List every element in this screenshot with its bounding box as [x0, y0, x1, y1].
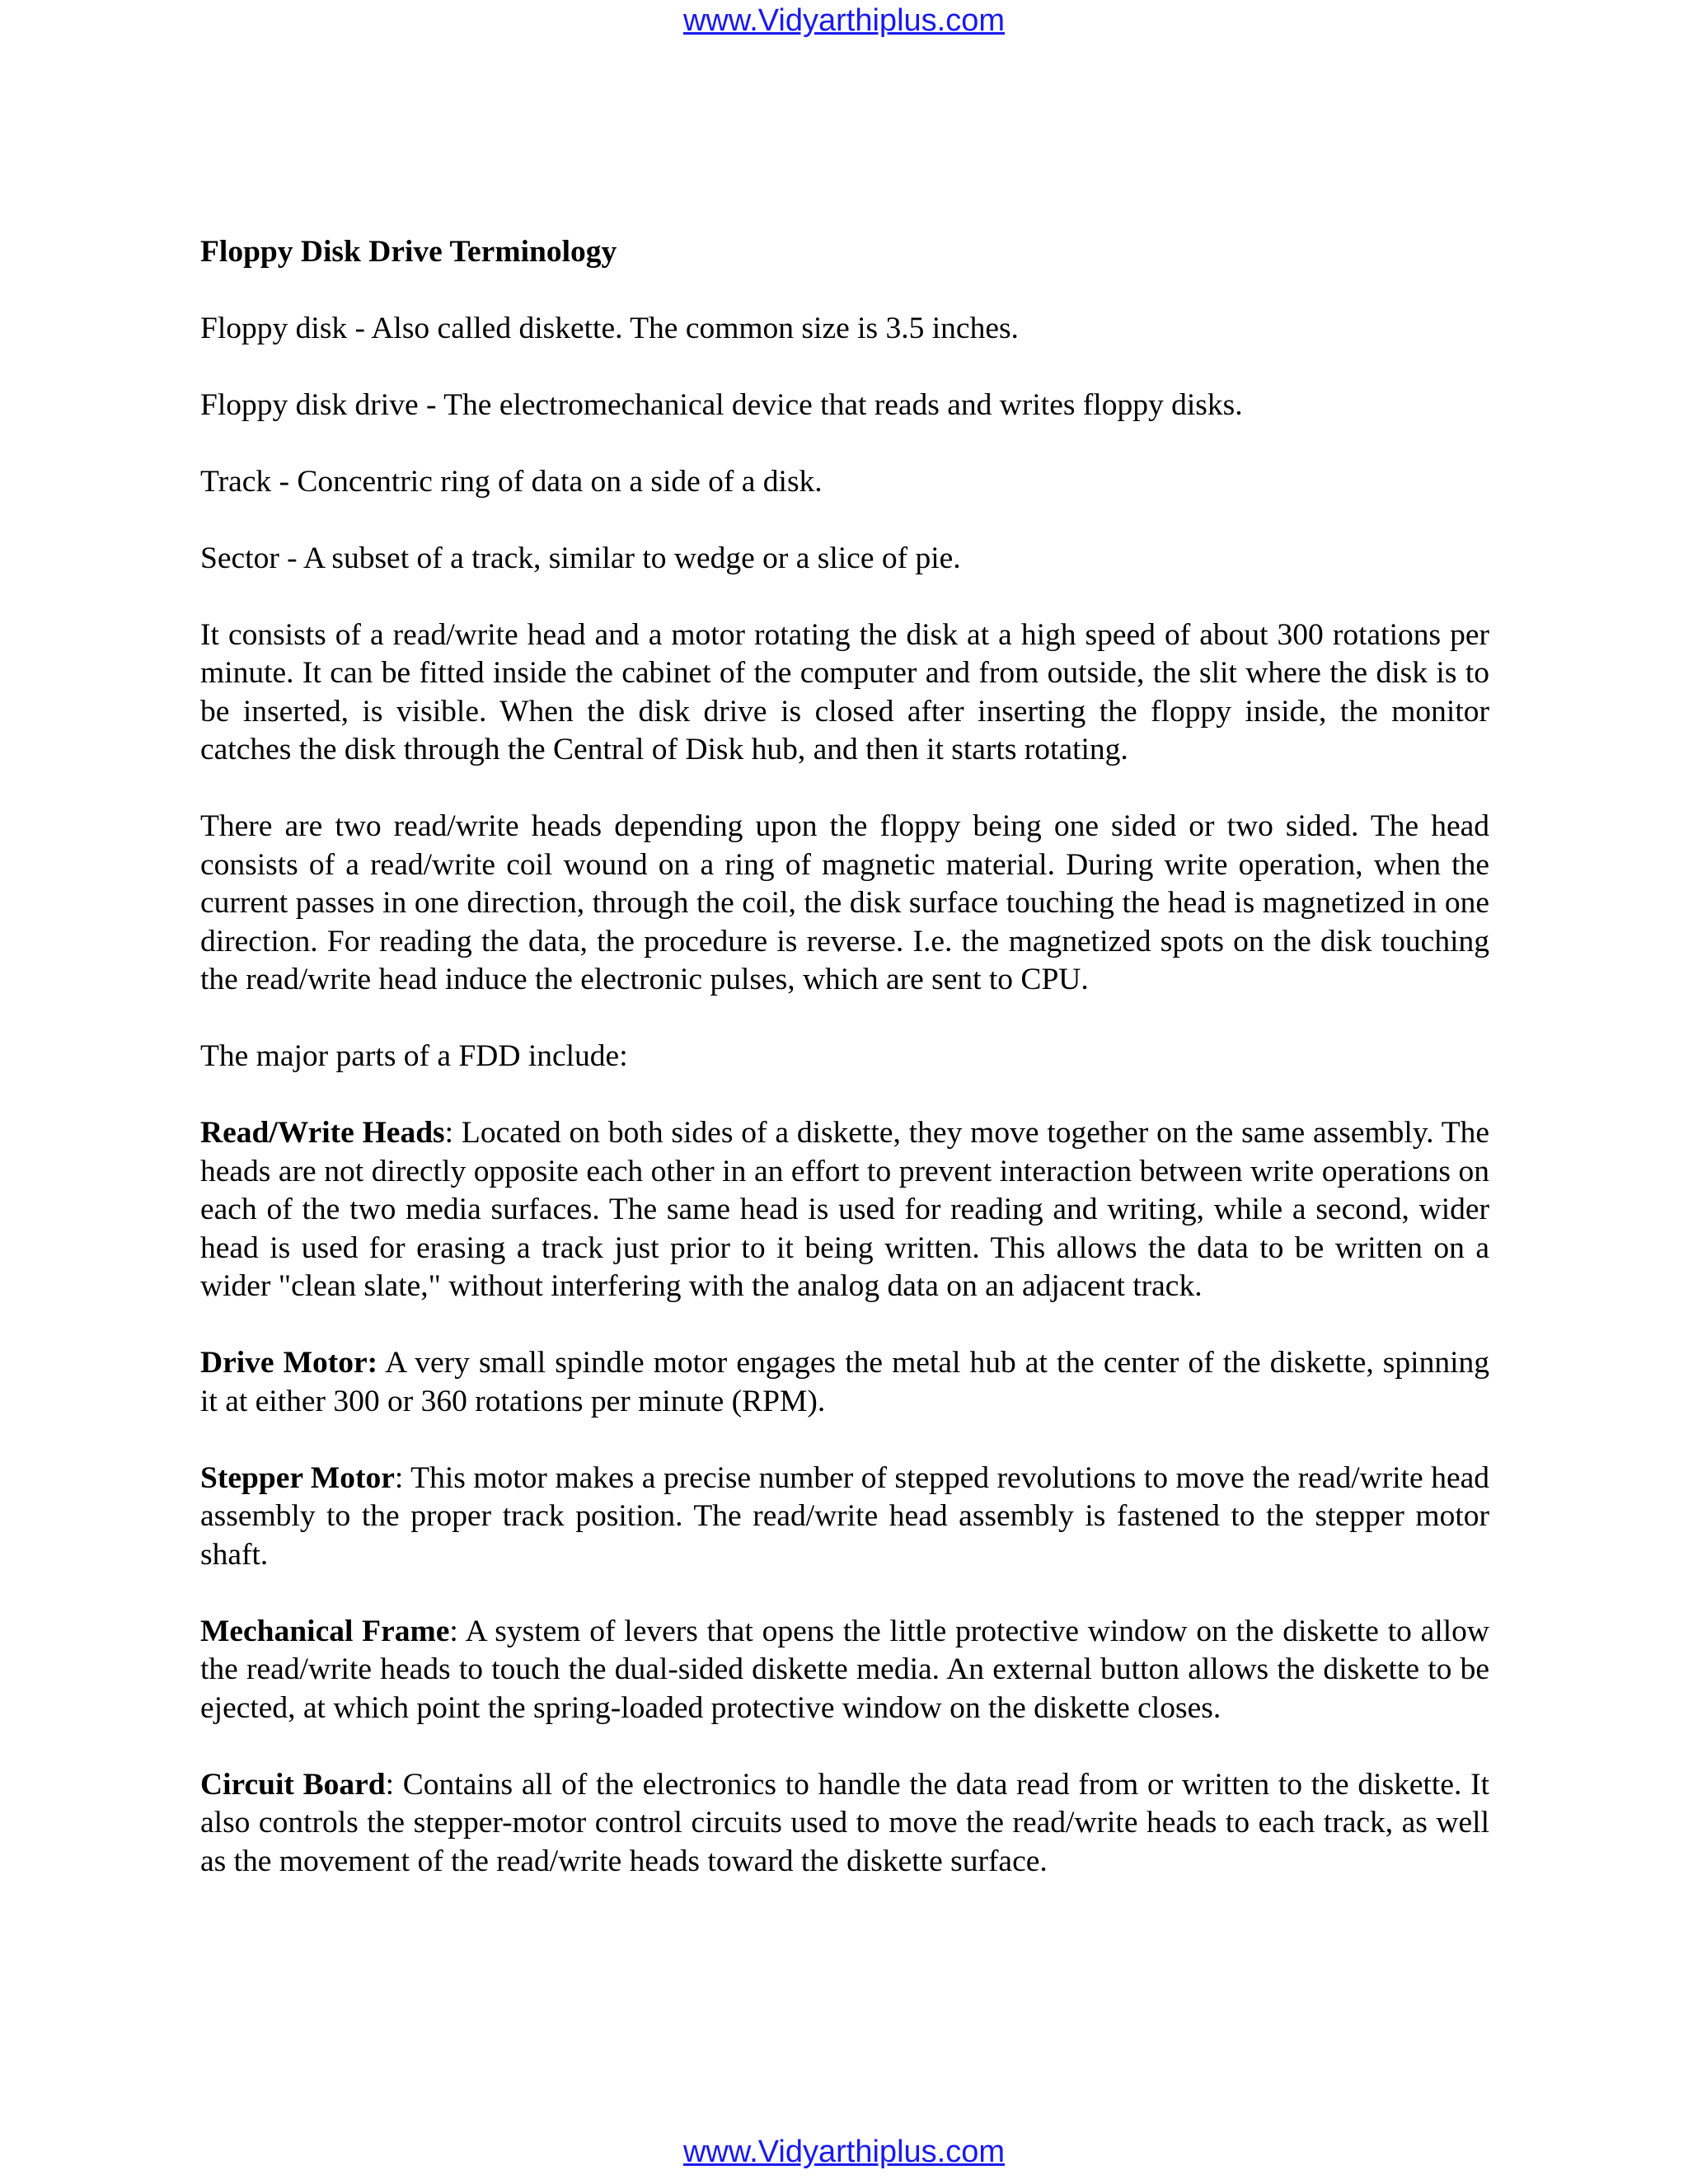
part-term: Drive Motor:: [200, 1346, 378, 1380]
header-site-link[interactable]: www.Vidyarthiplus.com: [682, 3, 1005, 38]
part-term: Mechanical Frame: [200, 1614, 450, 1648]
paragraph-read-write-heads: There are two read/write heads depending upon the floppy being one sided or two sided. The head consists of a read/write coil wound on a ring of magnetic material. During write operation, when the current passes in one direction, through the coil, the disk surface touching the head is magnetized in one direction. For reading the data, the procedure is reverse. I.e. the magnetized spots on the disk touching the read/write head induce the electronic pulses, which are sent to CPU.: [200, 809, 1489, 996]
part-term: Circuit Board: [200, 1767, 386, 1802]
part-mechanical-frame: [200, 1613, 1489, 1728]
part-circuit-board: [200, 1766, 1489, 1882]
part-description: Located on both sides of a diskette, they move together on the same assembly. The heads are not directly opposite each other in an effort to prevent interaction between write operations on each of the two media surfaces. The same head is used for reading and writing, while a second, wider head is used for erasing a track just prior to it being written. This allows the data to be written on a wider "clean slate," without interfering with the analog data on an adjacent track.: [200, 1116, 1489, 1303]
part-drive-motor: [200, 1344, 1489, 1421]
part-description: This motor makes a precise number of stepped revolutions to move the read/write head assembly to the proper track position. The read/write head assembly is fastened to the stepper motor shaft.: [200, 1460, 1490, 1572]
document-title: Floppy Disk Drive Terminology: [200, 235, 617, 269]
part-term: Stepper Motor: [200, 1460, 395, 1495]
document-body: [200, 233, 1489, 1919]
part-separator: :: [385, 1767, 403, 1802]
part-read-write-heads: [200, 1114, 1489, 1306]
part-term: Read/Write Heads: [200, 1116, 445, 1150]
definition-track: Track - Concentric ring of data on a side of a disk.: [200, 464, 823, 499]
footer-site-link[interactable]: www.Vidyarthiplus.com: [682, 2135, 1005, 2169]
paragraph-major-parts-intro: The major parts of a FDD include:: [200, 1039, 628, 1073]
part-description: Contains all of the electronics to handle the data read from or written to the diskette. It also controls the stepper-motor control circuits used to move the read/write heads to each track, as well as the movement of the read/write heads toward the diskette surface.: [200, 1767, 1489, 1878]
paragraph-drive-overview: It consists of a read/write head and a motor rotating the disk at a high speed of about 300 rotations per minute. It can be fitted inside the cabinet of the computer and from outside, the slit where the disk is to be inserted, is visible. When the disk drive is closed after inserting the floppy inside, the monitor catches the disk through the Central of Disk hub, and then it starts rotating.: [200, 617, 1489, 766]
part-separator: :: [394, 1460, 411, 1495]
part-description: A system of levers that opens the little protective window on the diskette to allow the read/write heads to touch the dual-sided diskette media. An external button allows the diskette to be ejected, at which point the spring-loaded protective window on the diskette closes.: [200, 1614, 1489, 1725]
part-stepper-motor: [200, 1460, 1489, 1575]
part-separator: :: [444, 1116, 462, 1150]
part-description: A very small spindle motor engages the metal hub at the center of the diskette, spinning it at either 300 or 360 rotations per minute (RPM).: [200, 1346, 1489, 1418]
definition-floppy-disk: Floppy disk - Also called diskette. The common size is 3.5 inches.: [200, 311, 1019, 345]
definition-sector: Sector - A subset of a track, similar to wedge or a slice of pie.: [200, 541, 961, 575]
part-separator: :: [449, 1614, 466, 1648]
part-separator: [377, 1346, 385, 1380]
definition-floppy-disk-drive: Floppy disk drive - The electromechanical device that reads and writes floppy disks.: [200, 387, 1243, 422]
